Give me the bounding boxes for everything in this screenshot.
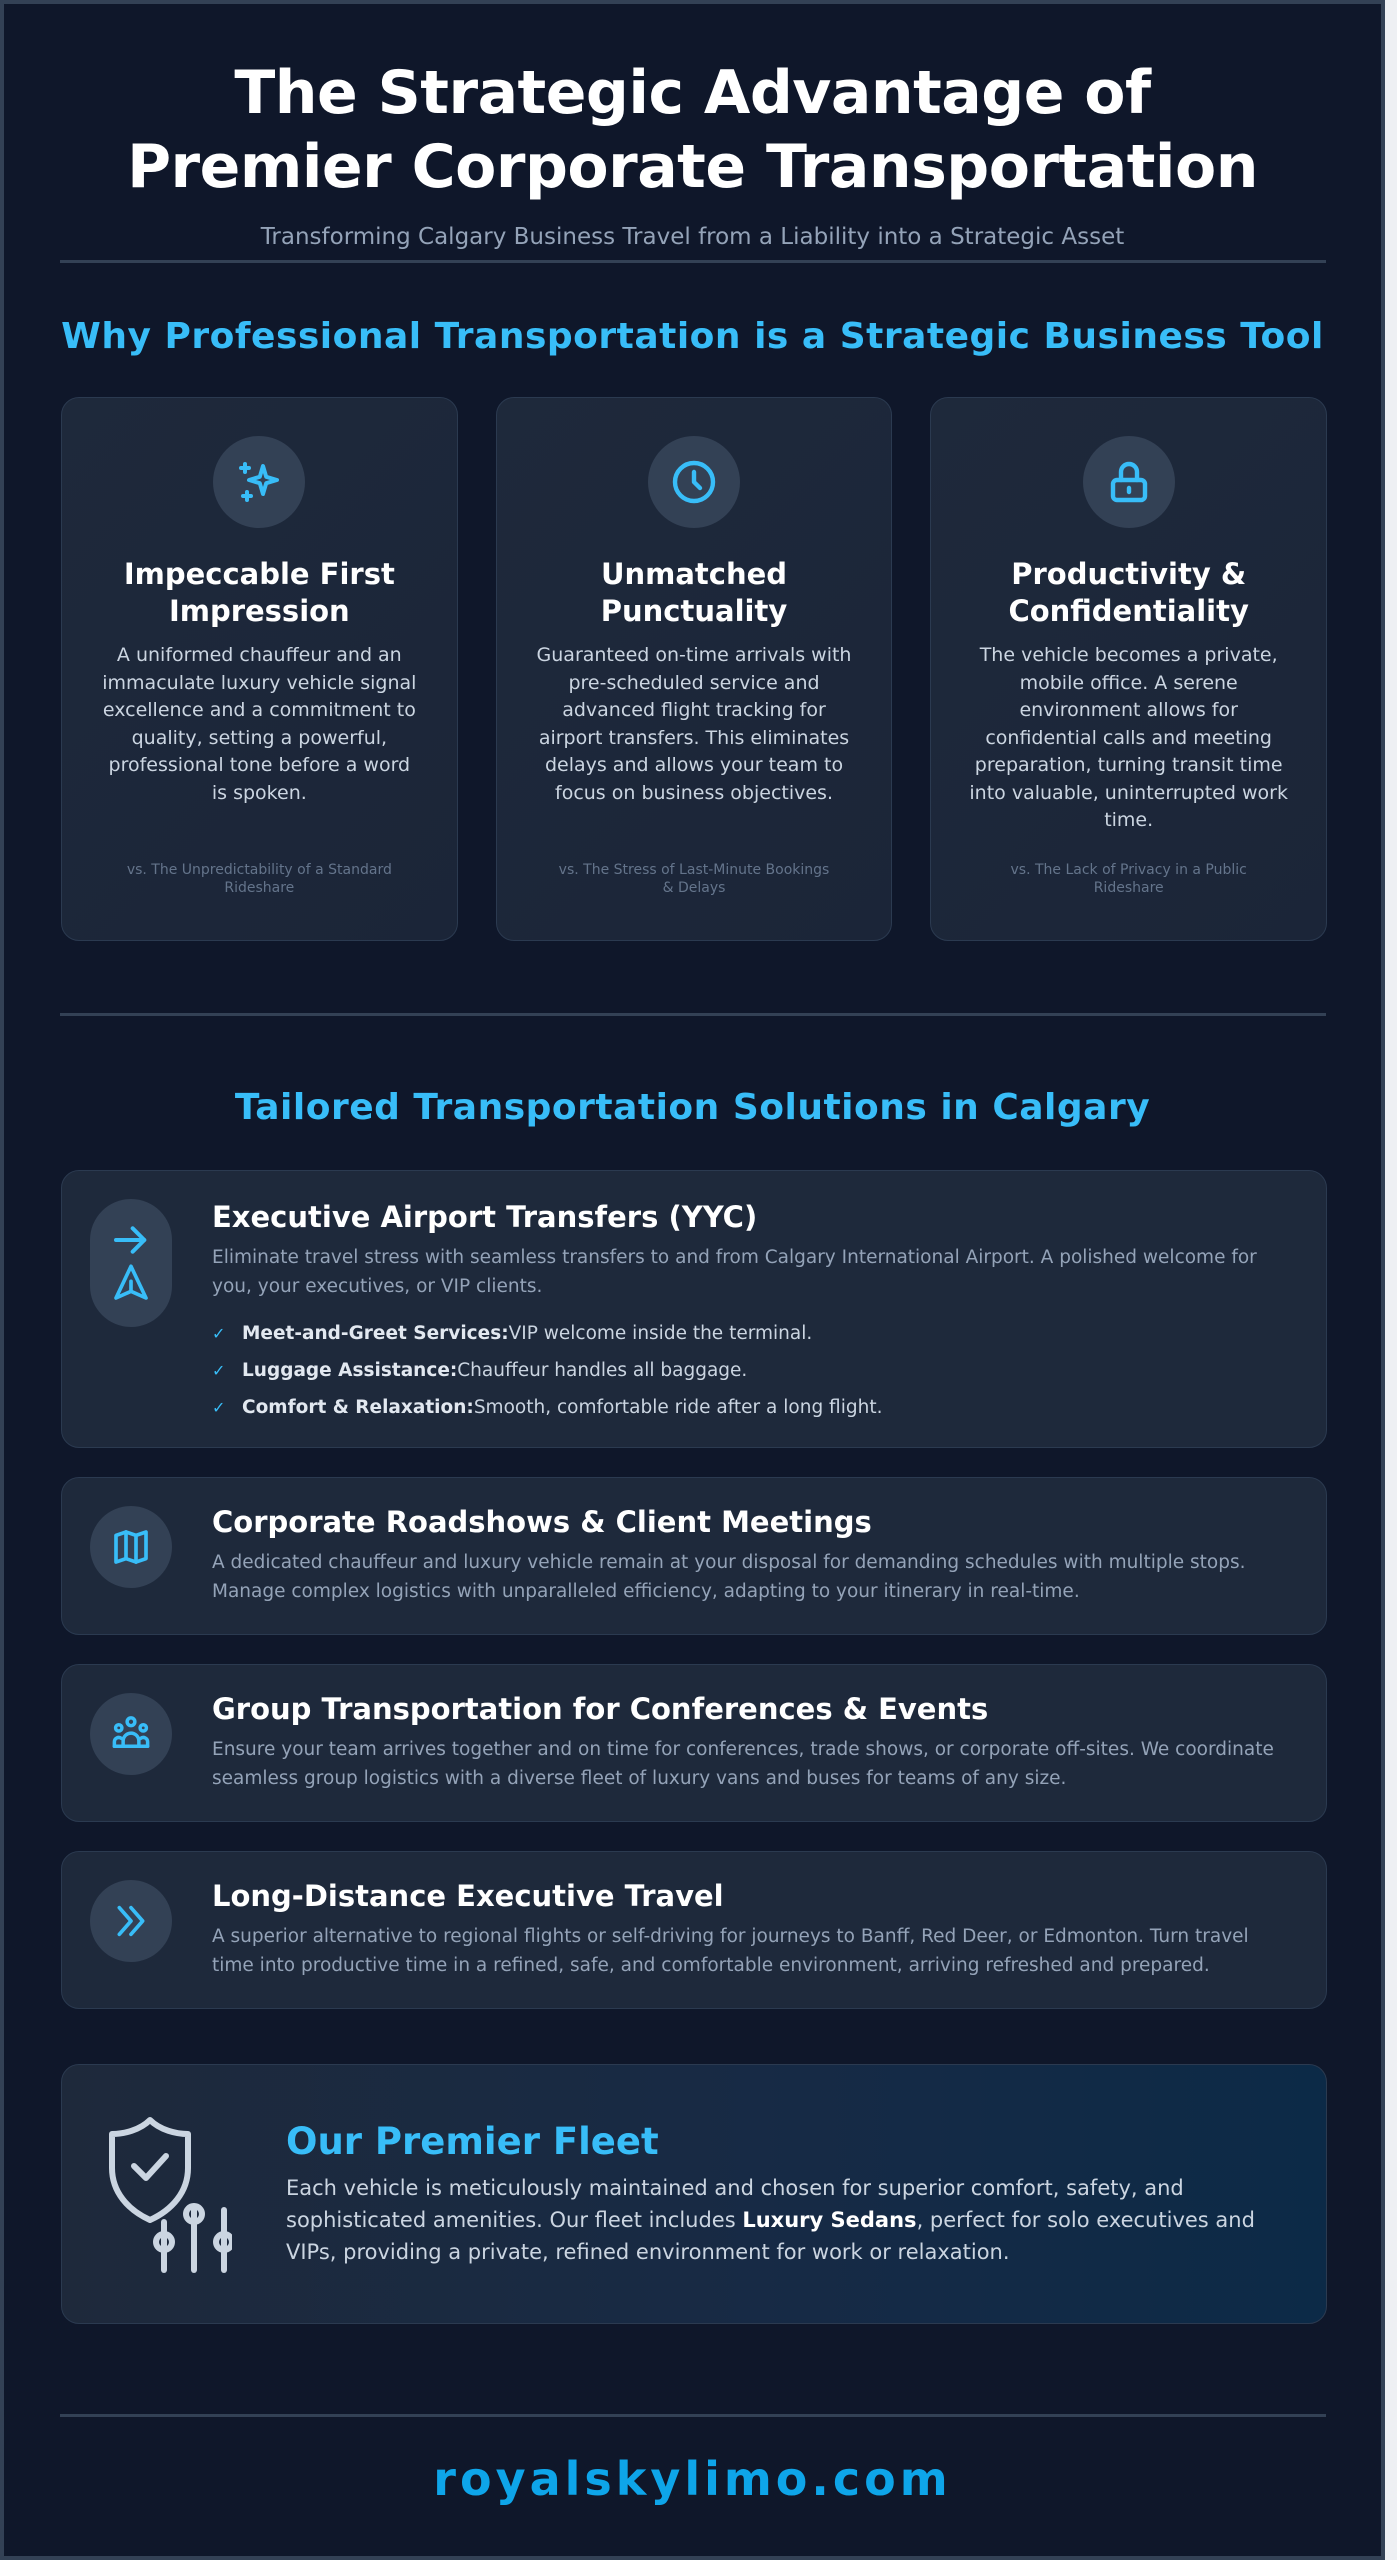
feature-list xyxy=(212,1315,1276,1426)
feature-item xyxy=(212,1315,1276,1352)
card-description: The vehicle becomes a private, mobile office. A serene environment allows for confidential calls and meeting preparation, turning transit time into valuable, uninterrupted work time. xyxy=(969,644,1288,831)
feature-text: VIP welcome inside the terminal. xyxy=(508,1323,813,1344)
service-roadshows xyxy=(61,1477,1327,1635)
card-description: A uniformed chauffeur and an immaculate luxury vehicle signal excellence and a commitment to quality, setting a powerful, professional tone before a word is spoken. xyxy=(102,644,417,804)
divider xyxy=(60,2414,1326,2417)
fleet-title: Our Premier Fleet xyxy=(286,2120,659,2163)
service-title: Corporate Roadshows & Client Meetings xyxy=(212,1505,872,1539)
check-icon: ✓ xyxy=(212,1324,226,1343)
feature-label: Comfort & Relaxation: xyxy=(242,1397,474,1418)
page-subtitle: Transforming Calgary Business Travel from a Liability into a Strategic Asset xyxy=(260,224,1125,250)
double-chevron-right-icon xyxy=(90,1880,172,1962)
card-title: Unmatched Punctuality xyxy=(600,557,788,628)
page-title: The Strategic Advantage of Premier Corporate Transportation xyxy=(127,58,1258,202)
shield-check-sliders-icon xyxy=(102,2110,232,2284)
airport-icon xyxy=(90,1199,172,1327)
benefit-cards xyxy=(61,397,1327,941)
feature-text: Smooth, comfortable ride after a long flight. xyxy=(473,1397,883,1418)
benefit-card-punctuality xyxy=(496,397,893,941)
navigation-arrow-icon xyxy=(111,1263,151,1303)
feature-text: Chauffeur handles all baggage. xyxy=(457,1360,748,1381)
service-title: Executive Airport Transfers (YYC) xyxy=(212,1200,758,1234)
service-description: A dedicated chauffeur and luxury vehicle remain at your disposal for demanding schedules with multiple stops. Manage complex logistics with unparalleled efficiency, adapting to your itinerary in real-time. xyxy=(212,1552,1246,1602)
card-comparison: vs. The Stress of Last-Minute Bookings & Delays xyxy=(558,862,830,896)
card-title: Impeccable First Impression xyxy=(123,557,395,628)
fleet-body xyxy=(286,2120,1266,2268)
fleet-panel xyxy=(61,2064,1327,2324)
fleet-text-start: Each vehicle is meticulously maintained and chosen for superior comfort, safety, and sophisticated amenities. Our fleet includes xyxy=(286,2176,1184,2232)
clock-icon xyxy=(648,436,740,528)
benefit-card-first-impression xyxy=(61,397,458,941)
header xyxy=(4,4,1381,250)
feature-label: Luggage Assistance: xyxy=(242,1360,458,1381)
service-title: Long-Distance Executive Travel xyxy=(212,1879,724,1913)
service-long-distance xyxy=(61,1851,1327,2009)
feature-item xyxy=(212,1352,1276,1389)
check-icon: ✓ xyxy=(212,1361,226,1380)
why-section-title: Why Professional Transportation is a Strategic Business Tool xyxy=(61,316,1324,357)
card-comparison: vs. The Lack of Privacy in a Public Rideshare xyxy=(1010,862,1247,896)
service-description: Eliminate travel stress with seamless transfers to and from Calgary International Airport. A polished welcome for you, your executives, or VIP clients. xyxy=(212,1247,1257,1297)
card-description: Guaranteed on-time arrivals with pre-scheduled service and advanced flight tracking for airport transfers. This eliminates delays and allows your team to focus on business objectives. xyxy=(536,644,852,804)
service-body xyxy=(212,1691,1276,1793)
group-icon xyxy=(90,1693,172,1775)
feature-label: Meet-and-Greet Services: xyxy=(242,1323,509,1344)
divider xyxy=(60,260,1326,263)
sparkles-icon xyxy=(213,436,305,528)
lock-icon xyxy=(1083,436,1175,528)
website-link[interactable]: royalskylimo.com xyxy=(433,2452,952,2506)
service-body xyxy=(212,1504,1276,1606)
service-description: A superior alternative to regional flights or self-driving for journeys to Banff, Red Deer, or Edmonton. Turn travel time into productive time in a refined, safe, and comfortable environment, arriving refreshed and prepared. xyxy=(212,1926,1249,1976)
map-icon xyxy=(90,1506,172,1588)
service-group-transportation xyxy=(61,1664,1327,1822)
service-title: Group Transportation for Conferences & Events xyxy=(212,1692,989,1726)
service-airport-transfers xyxy=(61,1170,1327,1448)
fleet-text-end: , perfect for solo executives and VIPs, providing a private, refined environment for work or relaxation. xyxy=(286,2208,1255,2264)
benefit-card-productivity xyxy=(930,397,1327,941)
arrow-right-icon xyxy=(111,1223,151,1257)
card-title: Productivity & Confidentiality xyxy=(1008,557,1249,628)
check-icon: ✓ xyxy=(212,1398,226,1417)
feature-item xyxy=(212,1389,1276,1426)
divider xyxy=(60,1013,1326,1016)
solutions-section-title: Tailored Transportation Solutions in Calgary xyxy=(234,1087,1151,1128)
card-comparison: vs. The Unpredictability of a Standard Rideshare xyxy=(126,862,392,896)
service-body xyxy=(212,1878,1276,1980)
fleet-highlight: Luxury Sedans xyxy=(742,2208,917,2232)
service-body xyxy=(212,1199,1276,1426)
service-description: Ensure your team arrives together and on time for conferences, trade shows, or corporate off-sites. We coordinate seamless group logistics with a diverse fleet of luxury vans and buses for teams of any size. xyxy=(212,1739,1274,1789)
fleet-description xyxy=(286,2172,1266,2268)
